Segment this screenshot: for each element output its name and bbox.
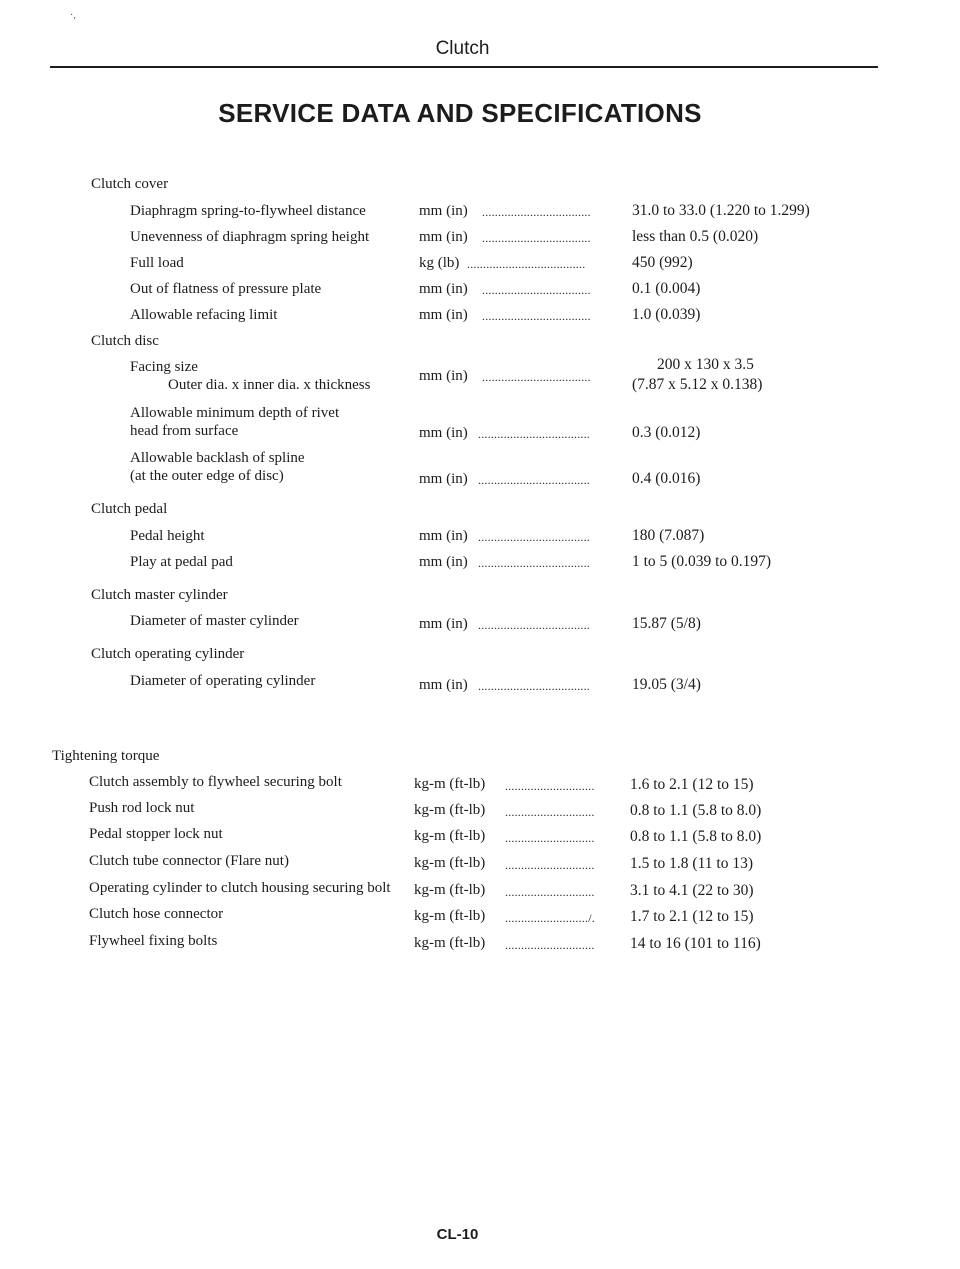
- spec-value: 1 to 5 (0.039 to 0.197): [632, 553, 772, 570]
- spec-item-label: Allowable refacing limit: [130, 307, 278, 323]
- category-clutch-cover: Clutch cover: [91, 176, 169, 192]
- spec-unit: mm (in): [419, 425, 468, 441]
- leader-dots: ............................: [505, 805, 595, 819]
- spec-unit: mm (in): [419, 307, 468, 323]
- spec-value: 450 (992): [632, 254, 693, 271]
- spec-unit: mm (in): [419, 281, 468, 297]
- spec-unit: kg (lb): [419, 255, 460, 271]
- category-tightening-torque: Tightening torque: [52, 748, 160, 764]
- leader-dots: ........................../.: [505, 911, 595, 925]
- leader-dots: ..................................: [482, 231, 591, 245]
- leader-dots: ...................................: [478, 530, 590, 544]
- torque-value: 3.1 to 4.1 (22 to 30): [630, 882, 754, 899]
- leader-dots: ............................: [505, 779, 595, 793]
- spec-unit: mm (in): [419, 677, 468, 693]
- torque-value: 0.8 to 1.1 (5.8 to 8.0): [630, 802, 762, 819]
- spec-value: 0.4 (0.016): [632, 470, 701, 487]
- header-rule: [50, 66, 878, 68]
- spec-unit: mm (in): [419, 471, 468, 487]
- spec-value: (7.87 x 5.12 x 0.138): [632, 376, 763, 393]
- spec-item-label: Facing size: [130, 359, 198, 375]
- category-clutch-disc: Clutch disc: [91, 333, 159, 349]
- torque-item-label: Clutch hose connector: [89, 906, 224, 922]
- torque-unit: kg-m (ft-lb): [414, 882, 486, 898]
- torque-value: 1.6 to 2.1 (12 to 15): [630, 776, 754, 793]
- spec-value: 180 (7.087): [632, 527, 705, 544]
- torque-value: 1.7 to 2.1 (12 to 15): [630, 908, 754, 925]
- leader-dots: ............................: [505, 858, 595, 872]
- torque-item-label: Clutch assembly to flywheel securing bolt: [89, 774, 342, 790]
- spec-item-sublabel: Outer dia. x inner dia. x thickness: [168, 377, 371, 393]
- category-clutch-master-cylinder: Clutch master cylinder: [91, 587, 228, 603]
- leader-dots: ..................................: [482, 370, 591, 384]
- running-header-title: Clutch: [435, 38, 490, 59]
- spec-item-label: Diameter of operating cylinder: [130, 673, 316, 689]
- torque-unit: kg-m (ft-lb): [414, 776, 486, 792]
- spec-item-label: Play at pedal pad: [130, 554, 233, 570]
- leader-dots: ..................................: [482, 283, 591, 297]
- spec-item-label: Out of flatness of pressure plate: [130, 281, 322, 297]
- spec-unit: mm (in): [419, 229, 468, 245]
- spec-unit: mm (in): [419, 203, 468, 219]
- leader-dots: ..................................: [482, 309, 591, 323]
- torque-value: 1.5 to 1.8 (11 to 13): [630, 855, 753, 872]
- leader-dots: ...................................: [478, 679, 590, 693]
- page-title: SERVICE DATA AND SPECIFICATIONS: [218, 98, 702, 128]
- leader-dots: .....................................: [467, 257, 586, 271]
- leader-dots: ...................................: [478, 618, 590, 632]
- spec-unit: mm (in): [419, 368, 468, 384]
- leader-dots: ..................................: [482, 205, 591, 219]
- spec-item-label: Unevenness of diaphragm spring height: [130, 229, 370, 245]
- leader-dots: ...................................: [478, 556, 590, 570]
- torque-unit: kg-m (ft-lb): [414, 802, 486, 818]
- torque-value: 14 to 16 (101 to 116): [630, 935, 761, 952]
- torque-unit: kg-m (ft-lb): [414, 935, 486, 951]
- spec-value: 19.05 (3/4): [632, 676, 701, 693]
- spec-unit: mm (in): [419, 616, 468, 632]
- leader-dots: ...................................: [478, 427, 590, 441]
- leader-dots: ...................................: [478, 473, 590, 487]
- torque-unit: kg-m (ft-lb): [414, 908, 486, 924]
- scan-specks: ·,: [70, 10, 76, 21]
- torque-item-label: Push rod lock nut: [89, 800, 195, 816]
- spec-item-label: Pedal height: [130, 528, 205, 544]
- spec-value: 31.0 to 33.0 (1.220 to 1.299): [632, 202, 810, 219]
- page-number: CL-10: [436, 1226, 479, 1243]
- spec-item-label: Allowable minimum depth of rivet: [130, 405, 340, 421]
- spec-item-label: Diameter of master cylinder: [130, 613, 299, 629]
- spec-value: less than 0.5 (0.020): [632, 228, 759, 245]
- spec-value: 200 x 130 x 3.5: [657, 356, 754, 373]
- spec-value: 0.1 (0.004): [632, 280, 701, 297]
- spec-item-sublabel: (at the outer edge of disc): [130, 468, 284, 484]
- category-clutch-operating-cylinder: Clutch operating cylinder: [91, 646, 245, 662]
- leader-dots: ............................: [505, 885, 595, 899]
- spec-value: 15.87 (5/8): [632, 615, 701, 632]
- torque-item-label: Clutch tube connector (Flare nut): [89, 853, 289, 869]
- spec-item-label: Full load: [130, 255, 184, 271]
- leader-dots: ............................: [505, 938, 595, 952]
- spec-value: 0.3 (0.012): [632, 424, 701, 441]
- spec-item-label: Diaphragm spring-to-flywheel distance: [130, 203, 366, 219]
- torque-unit: kg-m (ft-lb): [414, 855, 486, 871]
- spec-unit: mm (in): [419, 528, 468, 544]
- spec-item-label: Allowable backlash of spline: [130, 450, 305, 466]
- torque-item-label: Flywheel fixing bolts: [89, 933, 218, 949]
- torque-item-label: Pedal stopper lock nut: [89, 826, 223, 842]
- torque-item-label: Operating cylinder to clutch housing securing bolt: [89, 880, 391, 896]
- torque-value: 0.8 to 1.1 (5.8 to 8.0): [630, 828, 762, 845]
- spec-value: 1.0 (0.039): [632, 306, 701, 323]
- torque-unit: kg-m (ft-lb): [414, 828, 486, 844]
- leader-dots: ............................: [505, 831, 595, 845]
- spec-unit: mm (in): [419, 554, 468, 570]
- spec-item-sublabel: head from surface: [130, 423, 239, 439]
- category-clutch-pedal: Clutch pedal: [91, 501, 168, 517]
